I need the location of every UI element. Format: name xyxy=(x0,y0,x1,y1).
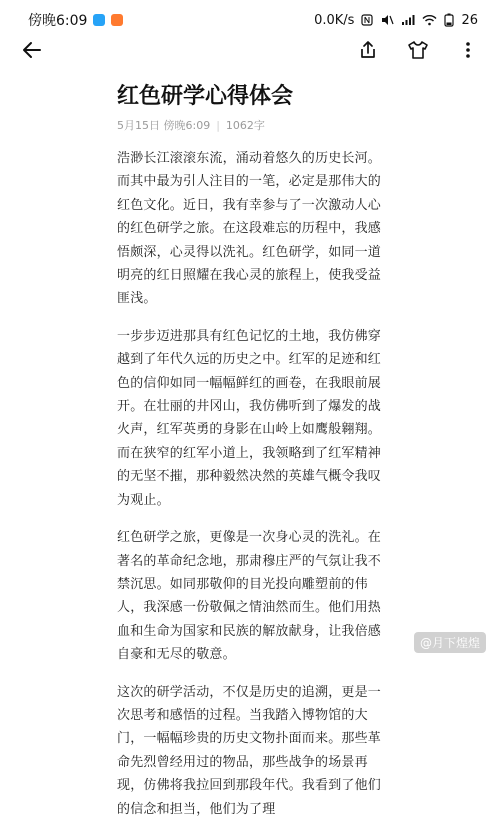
wifi-icon xyxy=(422,14,437,26)
note-paragraph-2[interactable]: 一步步迈进那具有红色记忆的土地，我仿佛穿越到了年代久远的历史之中。红军的足迹和红色的信仰如同一幅幅鲜红的画卷，在我眼前展开。在壮丽的井冈山，我仿佛听到了爆发的战火声，红军英勇的身影在山岭上如鹰般翱翔。而在狭窄的红军小道上，我领略到了红军精神的无坚不摧，那种毅然决然的英雄气概令我叹为观止。 xyxy=(117,328,382,508)
share-icon xyxy=(359,40,377,60)
nfc-icon xyxy=(361,14,373,26)
network-speed: 0.0K/s xyxy=(314,12,355,28)
tshirt-icon xyxy=(407,40,429,60)
watermark: @月下煌煌 xyxy=(414,632,486,653)
toolbar-actions xyxy=(356,38,480,62)
signal-icon xyxy=(401,14,415,26)
note-paragraph-3[interactable]: 红色研学之旅，更像是一次身心灵的洗礼。在著名的革命纪念地，那肃穆庄严的气氛让我不禁沉思。如同那敬仰的目光投向雕塑前的伟人，我深感一份敬佩之情油然而生。他们用热血和生命为国家和民族的解放献身，让我倍感自豪和无尽的敬意。 xyxy=(117,530,382,663)
theme-button[interactable] xyxy=(406,38,430,62)
mini-app-icon-blue xyxy=(93,14,105,26)
note-date: 5月15日 傍晚6:09 xyxy=(117,119,211,132)
more-vertical-icon xyxy=(465,40,471,60)
note-title[interactable]: 红色研学心得体会 xyxy=(117,84,294,109)
battery-icon xyxy=(444,13,454,27)
share-button[interactable] xyxy=(356,38,380,62)
note-paragraph-1[interactable]: 浩渺长江滚滚东流，涌动着悠久的历史长河。而其中最为引人注目的一笔，必定是那伟大的红色文化。近日，我有幸参与了一次激动人心的红色研学之旅。在这段难忘的历程中，我感悟颇深，心灵得以洗礼。红色研学，如同一道明亮的红日照耀在我心灵的旅程上，使我受益匪浅。 xyxy=(117,151,382,307)
arrow-left-icon xyxy=(22,40,42,60)
note-meta xyxy=(117,117,265,133)
note-word-count: 1062字 xyxy=(225,119,265,132)
status-time: 傍晚6:09 xyxy=(28,13,88,29)
status-right xyxy=(314,13,478,28)
note-body[interactable] xyxy=(117,147,394,835)
back-button[interactable] xyxy=(20,38,44,62)
status-left xyxy=(28,10,123,30)
meta-separator: | xyxy=(216,118,220,132)
battery-level: 26 xyxy=(461,12,478,28)
note-toolbar xyxy=(0,30,500,70)
mute-icon xyxy=(380,14,394,26)
mini-app-icon-orange xyxy=(111,14,123,26)
note-paragraph-4[interactable]: 这次的研学活动，不仅是历史的追溯，更是一次思考和感悟的过程。当我踏入博物馆的大门，一幅幅珍贵的历史文物扑面而来。那些革命先烈曾经用过的物品，那些战争的场景再现，仿佛将我拉回到那段年代。我看到了他们的信念和担当，他们为了理 xyxy=(117,684,382,817)
more-button[interactable] xyxy=(456,38,480,62)
